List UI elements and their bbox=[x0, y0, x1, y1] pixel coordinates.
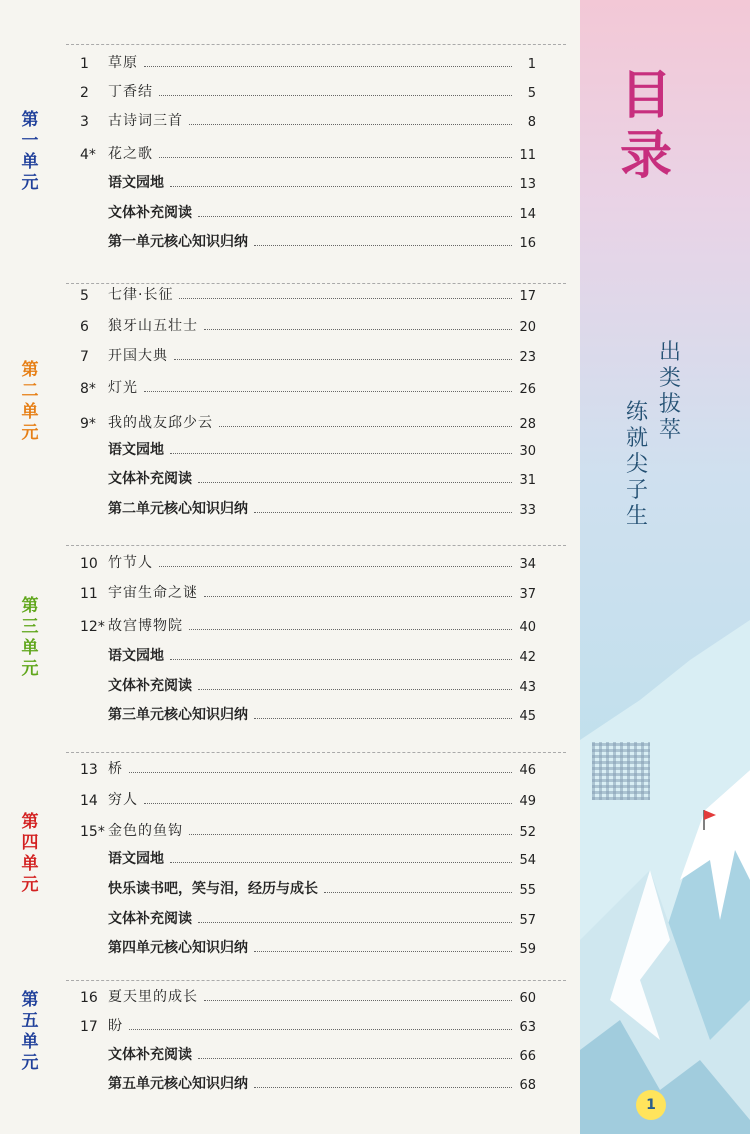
unit-label-3: 第 三 单 元 bbox=[21, 596, 39, 679]
slogan-column-1: 出 类 拔 萃 bbox=[658, 340, 681, 443]
unit-label-5: 第 五 单 元 bbox=[21, 990, 39, 1073]
toc-entry[interactable]: 4* 花之歌 11 bbox=[80, 146, 536, 163]
toc-entry[interactable]: 快乐读书吧，笑与泪，经历与成长 55 bbox=[108, 881, 536, 898]
toc-title: 目 录 bbox=[619, 66, 672, 186]
section-divider bbox=[66, 980, 566, 981]
toc-entry[interactable]: 1 草原 1 bbox=[80, 55, 536, 72]
toc-entry[interactable]: 文体补充阅读 31 bbox=[108, 471, 536, 488]
toc-entry[interactable]: 3 古诗词三首 8 bbox=[80, 113, 536, 130]
toc-entry[interactable]: 文体补充阅读 43 bbox=[108, 678, 536, 695]
toc-entry[interactable]: 语文园地 54 bbox=[108, 851, 536, 868]
toc-entry[interactable]: 9* 我的战友邱少云 28 bbox=[80, 415, 536, 432]
page-number: 1 bbox=[636, 1090, 666, 1120]
toc-entry[interactable]: 语文园地 13 bbox=[108, 175, 536, 192]
unit-label-1: 第 一 单 元 bbox=[21, 110, 39, 193]
toc-entry[interactable]: 10 竹节人 34 bbox=[80, 555, 536, 572]
toc-entry[interactable]: 6 狼牙山五壮士 20 bbox=[80, 318, 536, 335]
toc-entry[interactable]: 第三单元核心知识归纳 45 bbox=[108, 707, 536, 724]
toc-entry[interactable]: 15* 金色的鱼钩 52 bbox=[80, 823, 536, 840]
toc-entry[interactable]: 第二单元核心知识归纳 33 bbox=[108, 501, 536, 518]
toc-entry[interactable]: 8* 灯光 26 bbox=[80, 380, 536, 397]
section-divider bbox=[66, 752, 566, 753]
toc-entry[interactable]: 语文园地 42 bbox=[108, 648, 536, 665]
unit-label-4: 第 四 单 元 bbox=[21, 812, 39, 895]
slogan-column-2: 练 就 尖 子 生 bbox=[625, 400, 648, 529]
section-divider bbox=[66, 545, 566, 546]
toc-entry[interactable]: 文体补充阅读 14 bbox=[108, 205, 536, 222]
toc-entry[interactable]: 第四单元核心知识归纳 59 bbox=[108, 940, 536, 957]
qr-code-icon bbox=[592, 742, 650, 800]
section-divider bbox=[66, 44, 566, 45]
toc-entry[interactable]: 14 穷人 49 bbox=[80, 792, 536, 809]
mountain-illustration bbox=[580, 620, 750, 1134]
toc-entry[interactable]: 语文园地 30 bbox=[108, 442, 536, 459]
toc-entry[interactable]: 11 宇宙生命之谜 37 bbox=[80, 585, 536, 602]
toc-entry[interactable]: 16 夏天里的成长 60 bbox=[80, 989, 536, 1006]
toc-entry[interactable]: 文体补充阅读 57 bbox=[108, 911, 536, 928]
toc-entry[interactable]: 12* 故宫博物院 40 bbox=[80, 618, 536, 635]
toc-entry[interactable]: 文体补充阅读 66 bbox=[108, 1047, 536, 1064]
toc-entry[interactable]: 第五单元核心知识归纳 68 bbox=[108, 1076, 536, 1093]
toc-entry[interactable]: 第一单元核心知识归纳 16 bbox=[108, 234, 536, 251]
toc-entry[interactable]: 13 桥 46 bbox=[80, 761, 536, 778]
toc-entry[interactable]: 5 七律·长征 17 bbox=[80, 287, 536, 304]
unit-label-2: 第 二 单 元 bbox=[21, 360, 39, 443]
toc-entry[interactable]: 7 开国大典 23 bbox=[80, 348, 536, 365]
sidebar-panel bbox=[580, 0, 750, 1134]
toc-entry[interactable]: 2 丁香结 5 bbox=[80, 84, 536, 101]
toc-entry[interactable]: 17 盼 63 bbox=[80, 1018, 536, 1035]
